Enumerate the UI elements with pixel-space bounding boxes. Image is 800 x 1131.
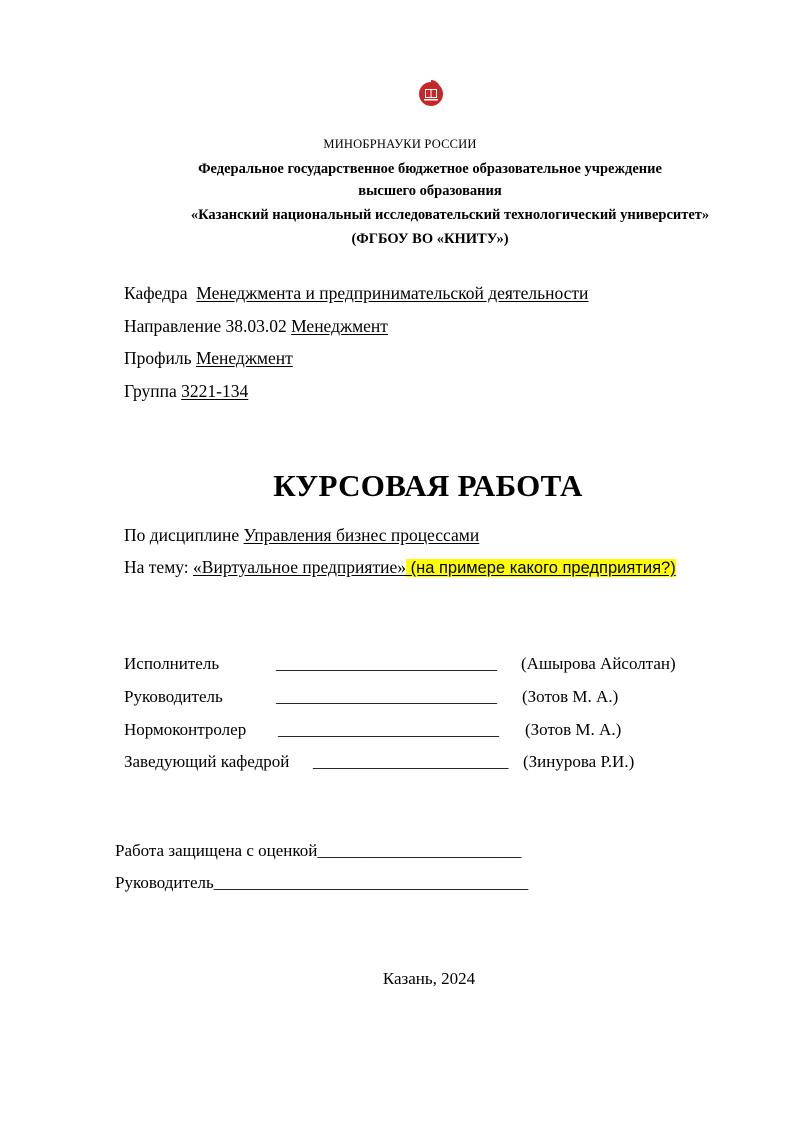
institution-type: Федеральное государственное бюджетное образовательное учреждение [198,161,662,177]
defense-supervisor-blank: _____________________________________ [213,873,529,892]
signature-name: (Зинурова Р.И.) [523,752,635,771]
topic-line [124,557,676,578]
signature-name: (Ашырова Айсолтан) [521,654,676,673]
defense-supervisor-line [115,873,528,893]
signature-row [124,687,223,707]
defense-grade-label: Работа защищена с оценкой [115,841,318,860]
group-value: 3221-134 [181,381,249,401]
city-year: Казань, 2024 [382,969,476,988]
department-line [124,283,588,304]
topic-highlight: (на примере какого предприятия?) [406,559,676,577]
university-name: «Казанский национальный исследовательский технологический университет» [190,207,710,223]
discipline-value: Управления бизнес процессами [243,525,480,545]
document-title: КУРСОВАЯ РАБОТА [273,468,583,503]
university-abbreviation: (ФГБОУ ВО «КНИТУ») [351,231,509,247]
topic-value: «Виртуальное предприятие» [193,557,406,577]
direction-value: Менеджмент [291,316,388,336]
signature-line: __________________________ [276,654,497,673]
signature-role: Заведующий кафедрой [124,752,290,771]
signature-role: Нормоконтролер [124,720,247,739]
signature-name: (Зотов М. А.) [525,720,622,739]
direction-line [124,316,388,337]
group-label: Группа [124,381,177,401]
department-label: Кафедра [124,283,188,303]
signature-name: (Зотов М. А.) [522,687,619,706]
signature-role: Руководитель [124,687,223,706]
knitu-logo-icon [416,78,446,108]
signature-role: Исполнитель [124,654,220,673]
signature-line: __________________________ [276,687,497,706]
signature-line: __________________________ [278,720,499,739]
discipline-line [124,525,479,546]
signature-row [124,654,219,674]
education-level: высшего образования [358,183,502,199]
profile-line [124,348,293,369]
profile-value: Менеджмент [195,348,293,368]
topic-label: На тему: [124,557,189,577]
profile-label: Профиль [124,348,192,368]
discipline-label: По дисциплине [124,525,240,545]
direction-label: Направление 38.03.02 [124,316,287,336]
ministry-name: МИНОБРНАУКИ РОССИИ [323,137,477,151]
signature-row [124,720,246,740]
defense-supervisor-label: Руководитель [115,873,214,892]
signature-line: _______________________ [313,752,509,771]
department-value: Менеджмента и предпринимательской деятельности [196,283,589,303]
signature-row [124,752,289,772]
defense-grade-blank: ________________________ [317,841,522,860]
group-line [124,381,248,402]
defense-grade-line [115,841,521,861]
